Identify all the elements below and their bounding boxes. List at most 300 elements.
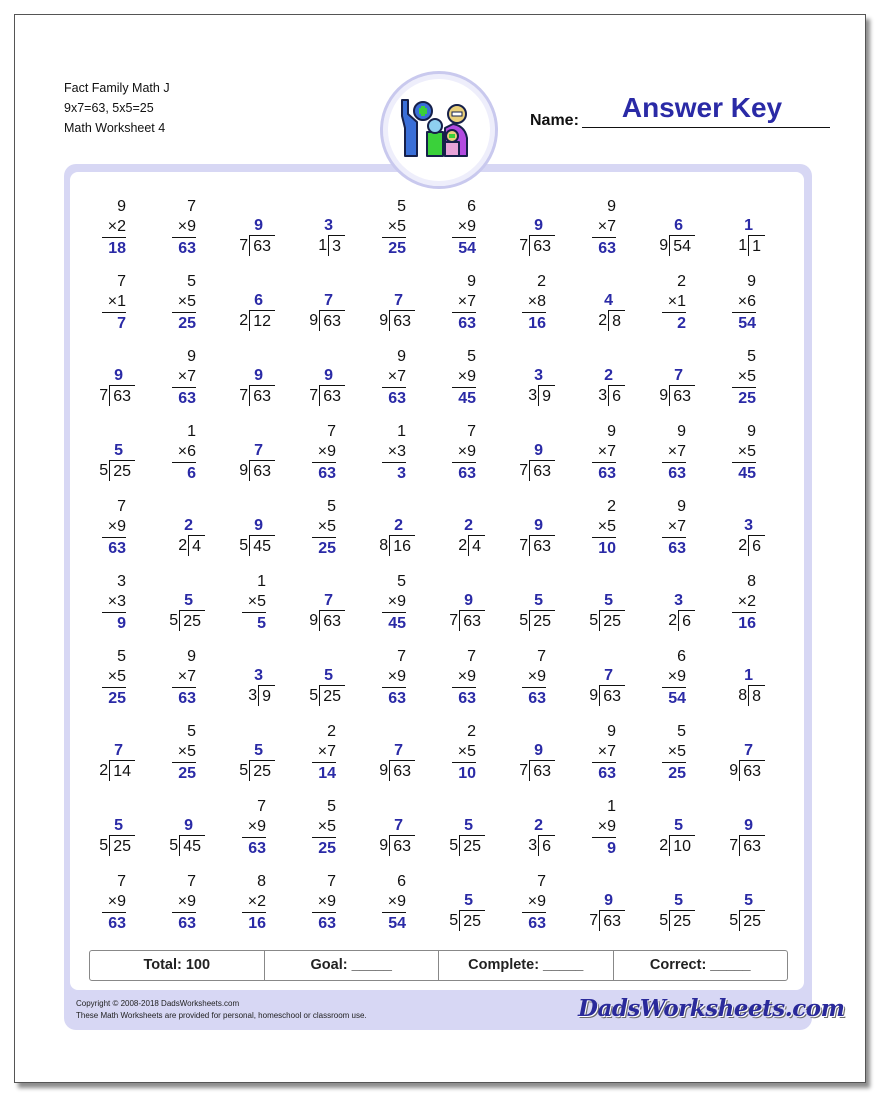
multiplication-problem (498, 647, 568, 722)
dividend: 63 (389, 310, 415, 331)
long-division (309, 666, 345, 706)
division-problem (148, 797, 218, 872)
goal-field[interactable]: Goal: _____ (265, 951, 440, 980)
divisor: 9 (589, 687, 599, 704)
quotient-answer: 9 (534, 517, 543, 534)
factor-bottom-value: 9 (467, 368, 476, 385)
divisor: 9 (379, 312, 389, 329)
factor-bottom: ×5 (737, 443, 756, 460)
dividend: 6 (608, 385, 625, 406)
product-answer: 63 (598, 240, 616, 257)
product-answer: 63 (528, 915, 546, 932)
factor-top: 7 (467, 423, 476, 440)
product-answer: 25 (108, 690, 126, 707)
multiplication-stack (458, 647, 476, 708)
factor-bottom-value: 9 (537, 893, 546, 910)
dividend: 63 (599, 685, 625, 706)
product-answer: 63 (458, 690, 476, 707)
divisor: 8 (379, 537, 389, 554)
multiplication-problem (358, 572, 428, 647)
multiplication-stack (668, 497, 686, 558)
quotient-answer: 2 (184, 517, 193, 534)
quotient-answer: 2 (464, 517, 473, 534)
dividend: 14 (109, 760, 135, 781)
multiplication-stack (738, 572, 756, 633)
product-answer: 45 (738, 465, 756, 482)
multiplication-problem (78, 872, 148, 947)
quotient-answer: 9 (534, 217, 543, 234)
factor-top: 8 (257, 873, 266, 890)
division-problem (498, 797, 568, 872)
factor-bottom: ×5 (247, 593, 266, 610)
long-division (519, 741, 555, 781)
multiplication-problem (358, 872, 428, 947)
factor-bottom-value: 7 (677, 443, 686, 460)
multiplication-stack (388, 647, 406, 708)
factor-bottom: ×9 (317, 443, 336, 460)
multiplication-stack (668, 422, 686, 483)
quotient-answer: 2 (394, 517, 403, 534)
factor-top: 7 (187, 198, 196, 215)
product-answer: 54 (458, 240, 476, 257)
factor-top: 5 (397, 198, 406, 215)
factor-bottom-value: 9 (397, 893, 406, 910)
quotient-answer: 7 (254, 442, 263, 459)
division-problem (428, 497, 498, 572)
factor-bottom: ×7 (667, 518, 686, 535)
fact-family-people-icon (397, 88, 477, 168)
quotient-answer: 6 (674, 217, 683, 234)
product-answer: 63 (668, 465, 686, 482)
divisor: 5 (589, 612, 599, 629)
logo-badge (380, 71, 498, 189)
long-division (519, 441, 555, 481)
product-answer: 63 (248, 840, 266, 857)
divisor: 7 (449, 612, 459, 629)
divisor: 9 (309, 312, 319, 329)
factor-bottom-value: 9 (397, 593, 406, 610)
multiplication-stack (668, 647, 686, 708)
quotient-answer: 5 (464, 817, 473, 834)
divisor: 3 (248, 687, 258, 704)
division-problem (218, 722, 288, 797)
multiplication-stack (528, 872, 546, 933)
division-problem (498, 497, 568, 572)
product-answer: 63 (458, 315, 476, 332)
multiplication-stack (738, 272, 756, 333)
quotient-answer: 9 (464, 592, 473, 609)
factor-top: 5 (187, 273, 196, 290)
quotient-answer: 7 (674, 367, 683, 384)
division-problem (428, 797, 498, 872)
factor-top: 7 (117, 273, 126, 290)
copyright-line: Copyright © 2008-2018 DadsWorksheets.com (76, 999, 240, 1008)
dividend: 63 (319, 310, 345, 331)
product-answer: 25 (178, 765, 196, 782)
dividend: 8 (748, 685, 765, 706)
quotient-answer: 7 (604, 667, 613, 684)
dividend: 25 (529, 610, 555, 631)
product-answer: 25 (318, 840, 336, 857)
product-answer: 63 (458, 465, 476, 482)
multiplication-problem (218, 572, 288, 647)
multiplication-problem (78, 497, 148, 572)
long-division (738, 516, 765, 556)
quotient-answer: 9 (534, 442, 543, 459)
long-division (309, 591, 345, 631)
division-problem (218, 272, 288, 347)
long-division (598, 366, 625, 406)
long-division (738, 216, 765, 256)
factor-bottom-value: 9 (397, 668, 406, 685)
factor-bottom-value: 1 (117, 293, 126, 310)
factor-top: 2 (607, 498, 616, 515)
multiplication-stack (598, 422, 616, 483)
factor-top: 9 (187, 648, 196, 665)
division-problem (708, 722, 778, 797)
multiplication-problem (148, 197, 218, 272)
division-problem (358, 497, 428, 572)
divisor: 5 (449, 837, 459, 854)
long-division (528, 816, 555, 856)
product-answer: 63 (318, 465, 336, 482)
divisor: 7 (519, 537, 529, 554)
divisor: 1 (738, 237, 748, 254)
factor-bottom: ×9 (387, 593, 406, 610)
factor-bottom: ×8 (527, 293, 546, 310)
multiplication-problem (428, 422, 498, 497)
factor-bottom-value: 7 (607, 743, 616, 760)
answer-key-title: Answer Key (621, 92, 783, 123)
multiplication-problem (148, 347, 218, 422)
quotient-answer: 3 (254, 667, 263, 684)
factor-bottom: ×7 (457, 293, 476, 310)
product-answer: 16 (248, 915, 266, 932)
factor-bottom-value: 9 (327, 443, 336, 460)
division-problem (78, 797, 148, 872)
divisor: 5 (729, 912, 739, 929)
factor-bottom: ×5 (317, 818, 336, 835)
factor-bottom-value: 5 (607, 518, 616, 535)
divisor: 2 (738, 537, 748, 554)
factor-bottom: ×6 (737, 293, 756, 310)
division-problem (218, 197, 288, 272)
brand-logo: DadsWorksheets.com (578, 995, 845, 1022)
multiplication-problem (568, 422, 638, 497)
factor-top: 9 (607, 423, 616, 440)
division-problem (708, 197, 778, 272)
product-answer: 63 (388, 390, 406, 407)
multiplication-problem (638, 722, 708, 797)
division-problem (78, 722, 148, 797)
quotient-answer: 3 (534, 367, 543, 384)
multiplication-problem (638, 422, 708, 497)
factor-bottom: ×5 (317, 518, 336, 535)
quotient-answer: 9 (604, 892, 613, 909)
divisor: 5 (239, 537, 249, 554)
multiplication-stack (598, 722, 616, 783)
divisor: 5 (169, 837, 179, 854)
complete-field[interactable]: Complete: _____ (439, 951, 614, 980)
division-problem (638, 572, 708, 647)
division-problem (218, 347, 288, 422)
multiplication-stack (458, 197, 476, 258)
dividend: 63 (249, 460, 275, 481)
product-answer: 25 (668, 765, 686, 782)
divisor: 8 (738, 687, 748, 704)
multiplication-stack (248, 572, 266, 633)
multiplication-problem (358, 347, 428, 422)
long-division (668, 591, 695, 631)
dividend: 6 (748, 535, 765, 556)
multiplication-problem (218, 872, 288, 947)
dividend: 10 (669, 835, 695, 856)
division-problem (708, 797, 778, 872)
divisor: 7 (519, 237, 529, 254)
long-division (589, 891, 625, 931)
quotient-answer: 9 (254, 367, 263, 384)
product-answer: 16 (738, 615, 756, 632)
copyright-notice (76, 998, 367, 1022)
worksheet-info (64, 78, 170, 138)
dividend: 12 (249, 310, 275, 331)
factor-bottom: ×9 (177, 218, 196, 235)
long-division (239, 366, 275, 406)
factor-top: 8 (747, 573, 756, 590)
multiplication-problem (148, 272, 218, 347)
factor-top: 7 (117, 873, 126, 890)
division-problem (708, 872, 778, 947)
division-problem (568, 647, 638, 722)
factor-bottom-value: 7 (677, 518, 686, 535)
factor-bottom: ×5 (177, 743, 196, 760)
long-division (248, 666, 275, 706)
factor-top: 2 (467, 723, 476, 740)
quotient-answer: 1 (744, 667, 753, 684)
division-problem (358, 722, 428, 797)
multiplication-problem (498, 872, 568, 947)
product-answer: 2 (677, 315, 686, 332)
factor-bottom: ×9 (667, 668, 686, 685)
factor-bottom: ×5 (597, 518, 616, 535)
long-division (458, 516, 485, 556)
multiplication-stack (178, 872, 196, 933)
long-division (99, 366, 135, 406)
long-division (449, 891, 485, 931)
factor-bottom-value: 1 (677, 293, 686, 310)
dividend: 63 (389, 760, 415, 781)
factor-bottom-value: 5 (117, 668, 126, 685)
dividend: 25 (179, 610, 205, 631)
multiplication-stack (178, 722, 196, 783)
correct-field[interactable]: Correct: _____ (649, 957, 751, 973)
product-answer: 45 (388, 615, 406, 632)
dividend: 16 (389, 535, 415, 556)
quotient-answer: 3 (324, 217, 333, 234)
factor-bottom-value: 5 (327, 818, 336, 835)
dividend: 63 (529, 760, 555, 781)
factor-bottom: ×7 (177, 368, 196, 385)
product-answer: 45 (458, 390, 476, 407)
factor-bottom-value: 5 (677, 743, 686, 760)
division-problem (638, 872, 708, 947)
quotient-answer: 9 (534, 742, 543, 759)
divisor: 5 (659, 912, 669, 929)
divisor: 9 (379, 762, 389, 779)
quotient-answer: 9 (744, 817, 753, 834)
long-division (598, 291, 625, 331)
division-problem (288, 197, 358, 272)
factor-top: 9 (607, 198, 616, 215)
long-division (169, 816, 205, 856)
divisor: 9 (729, 762, 739, 779)
factor-bottom: ×5 (387, 218, 406, 235)
long-division (379, 741, 415, 781)
dividend: 25 (669, 910, 695, 931)
factor-top: 1 (257, 573, 266, 590)
divisor: 3 (528, 387, 538, 404)
dividend: 25 (459, 910, 485, 931)
factor-top: 7 (327, 873, 336, 890)
divisor: 2 (668, 612, 678, 629)
division-problem (78, 347, 148, 422)
factor-top: 5 (397, 573, 406, 590)
multiplication-stack (178, 422, 196, 483)
factor-bottom-value: 9 (117, 893, 126, 910)
product-answer: 63 (108, 540, 126, 557)
factor-bottom: ×5 (177, 293, 196, 310)
factor-bottom-value: 5 (187, 743, 196, 760)
factor-top: 6 (467, 198, 476, 215)
quotient-answer: 7 (324, 592, 333, 609)
factor-top: 9 (747, 423, 756, 440)
multiplication-problem (288, 497, 358, 572)
quotient-answer: 7 (744, 742, 753, 759)
factor-bottom: ×1 (107, 293, 126, 310)
multiplication-problem (288, 872, 358, 947)
quotient-answer: 5 (744, 892, 753, 909)
factor-top: 7 (537, 648, 546, 665)
factor-bottom-value: 2 (257, 893, 266, 910)
factor-bottom-value: 9 (467, 668, 476, 685)
product-answer: 54 (668, 690, 686, 707)
long-division (239, 741, 275, 781)
long-division (519, 516, 555, 556)
dividend: 63 (669, 385, 695, 406)
product-answer: 7 (117, 315, 126, 332)
division-problem (358, 272, 428, 347)
multiplication-stack (318, 422, 336, 483)
quotient-answer: 5 (324, 667, 333, 684)
divisor: 9 (659, 237, 669, 254)
division-problem (218, 422, 288, 497)
quotient-answer: 3 (744, 517, 753, 534)
multiplication-stack (388, 197, 406, 258)
name-line (582, 127, 830, 128)
multiplication-problem (148, 722, 218, 797)
factor-bottom-value: 5 (467, 743, 476, 760)
multiplication-problem (568, 497, 638, 572)
quotient-answer: 5 (674, 892, 683, 909)
multiplication-problem (708, 572, 778, 647)
dividend: 4 (188, 535, 205, 556)
dividend: 9 (258, 685, 275, 706)
factor-bottom-value: 9 (187, 218, 196, 235)
divisor: 7 (239, 237, 249, 254)
factor-bottom-value: 9 (537, 668, 546, 685)
quotient-answer: 1 (744, 217, 753, 234)
dividend: 6 (538, 835, 555, 856)
factor-bottom: ×9 (457, 443, 476, 460)
multiplication-stack (318, 722, 336, 783)
factor-bottom-value: 9 (607, 818, 616, 835)
factor-bottom: ×2 (247, 893, 266, 910)
factor-top: 5 (117, 648, 126, 665)
division-problem (288, 272, 358, 347)
factor-top: 9 (467, 273, 476, 290)
factor-top: 9 (397, 348, 406, 365)
dividend: 45 (249, 535, 275, 556)
multiplication-problem (78, 572, 148, 647)
factor-bottom-value: 7 (607, 218, 616, 235)
dividend: 63 (249, 385, 275, 406)
factor-bottom-value: 7 (397, 368, 406, 385)
factor-top: 7 (397, 648, 406, 665)
multiplication-stack (318, 797, 336, 858)
product-answer: 16 (528, 315, 546, 332)
multiplication-problem (568, 722, 638, 797)
long-division (309, 291, 345, 331)
multiplication-problem (358, 647, 428, 722)
factor-top: 1 (607, 798, 616, 815)
product-answer: 3 (397, 465, 406, 482)
divisor: 3 (528, 837, 538, 854)
quotient-answer: 5 (254, 742, 263, 759)
factor-bottom-value: 9 (467, 443, 476, 460)
divisor: 5 (99, 837, 109, 854)
multiplication-problem (638, 272, 708, 347)
factor-bottom: ×9 (247, 818, 266, 835)
dividend: 25 (319, 685, 345, 706)
divisor: 5 (99, 462, 109, 479)
multiplication-stack (458, 722, 476, 783)
multiplication-stack (668, 272, 686, 333)
quotient-answer: 9 (324, 367, 333, 384)
long-division (379, 291, 415, 331)
factor-top: 6 (677, 648, 686, 665)
factor-top: 9 (607, 723, 616, 740)
product-answer: 54 (738, 315, 756, 332)
divisor: 5 (169, 612, 179, 629)
long-division (379, 816, 415, 856)
product-answer: 54 (388, 915, 406, 932)
product-answer: 25 (178, 315, 196, 332)
long-division (449, 816, 485, 856)
quotient-answer: 5 (604, 592, 613, 609)
multiplication-problem (428, 647, 498, 722)
product-answer: 63 (178, 690, 196, 707)
quotient-answer: 9 (254, 517, 263, 534)
division-problem (148, 572, 218, 647)
factor-top: 2 (327, 723, 336, 740)
divisor: 5 (519, 612, 529, 629)
multiplication-stack (388, 347, 406, 408)
multiplication-problem (288, 797, 358, 872)
quotient-answer: 7 (394, 817, 403, 834)
factor-bottom: ×9 (457, 218, 476, 235)
factor-top: 5 (327, 798, 336, 815)
product-answer: 5 (257, 615, 266, 632)
